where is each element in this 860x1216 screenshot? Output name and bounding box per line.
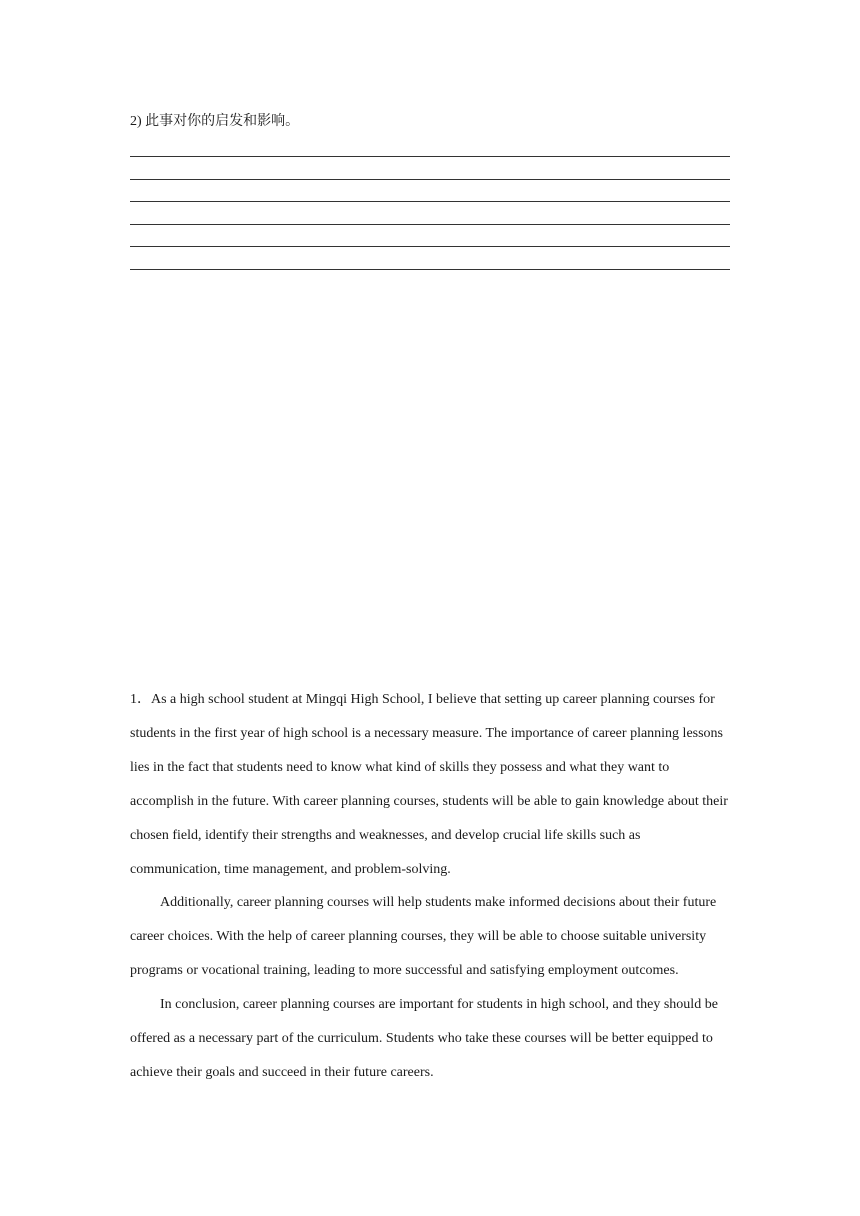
answer-line <box>130 156 730 157</box>
answer-lines <box>130 156 730 291</box>
answer-line <box>130 179 730 180</box>
answer-number: 1． <box>130 692 151 707</box>
paragraph-text: As a high school student at Mingqi High School, I believe that setting up career planning courses for students in the first year of high school is a necessary measure. The importance of career planning lessons lies in the fact that students need to know what kind of skills they possess and what they want to accomplish in the future. With career planning courses, students will be able to gain knowledge about their chosen field, identify their strengths and weaknesses, and develop crucial life skills such as communication, time management, and problem-solving. <box>130 692 728 877</box>
answer-line <box>130 224 730 225</box>
essay-paragraph-3: In conclusion, career planning courses are important for students in high school, and they should be offered as a necessary part of the curriculum. Students who take these courses will be better equipped to achieve their goals and succeed in their future careers. <box>130 997 718 1080</box>
essay-paragraph-1 <box>130 683 734 886</box>
answer-line <box>130 269 730 270</box>
answer-line <box>130 246 730 247</box>
answer-essay <box>130 683 734 1090</box>
question-prompt: 2) 此事对你的启发和影响。 <box>130 114 300 129</box>
answer-line <box>130 201 730 202</box>
essay-paragraph-2: Additionally, career planning courses will help students make informed decisions about their future career choices. With the help of career planning courses, they will be able to choose suitable university programs or vocational training, leading to more successful and satisfying employment outcomes. <box>130 895 717 979</box>
